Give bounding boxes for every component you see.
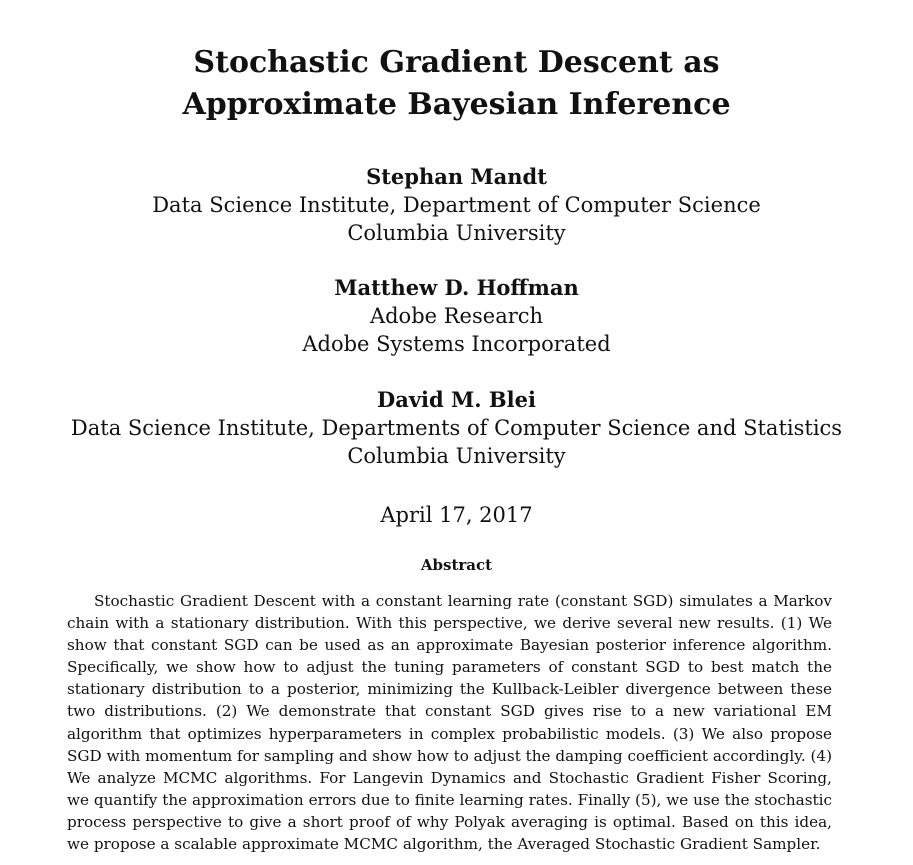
author-name: Matthew D. Hoffman (334, 275, 579, 300)
author-affiliation: Adobe Systems Incorporated (302, 332, 611, 356)
author-affiliation: Data Science Institute, Departments of Computer Science and Statistics (70, 416, 843, 440)
abstract-heading: Abstract (420, 556, 493, 574)
author-block (0, 386, 913, 470)
author-affiliation: Columbia University (347, 221, 566, 245)
abstract-text: Stochastic Gradient Descent with a constant learning rate (constant SGD) simulates a Markov chain with a stationary distribution. With this perspective, we derive several new results. (1) We show that constant SGD can be used as an approximate Bayesian posterior inference algorithm. Specifically, we show how to adjust the tuning parameters of constant SGD to best match the stationary distribution to a posterior, minimizing the Kullback-Leibler divergence between these two distributions. (2) We demonstrate that constant SGD gives rise to a new variational EM algorithm that optimizes hyperparameters in complex probabilistic models. (3) We also propose SGD with momentum for sampling and show how to adjust the damping coefficient accordingly. (4) We analyze MCMC algorithms. For Langevin Dynamics and Stochastic Gradient Fisher Scoring, we quantify the approximation errors due to finite learning rates. Finally (5), we use the stochastic process perspective to give a short proof of why Polyak averaging is optimal. Based on this idea, we propose a scalable approximate MCMC algorithm, the Averaged Stochastic Gradient Sampler. (67, 592, 832, 854)
publication-date: April 17, 2017 (380, 503, 533, 527)
author-affiliation: Columbia University (347, 444, 566, 468)
author-name: David M. Blei (377, 387, 536, 412)
author-name: Stephan Mandt (366, 164, 547, 189)
author-affiliation: Data Science Institute, Department of Computer Science (152, 193, 761, 217)
author-block (0, 274, 913, 358)
author-affiliation: Adobe Research (369, 304, 544, 328)
paper-title (0, 42, 913, 126)
author-block (0, 163, 913, 247)
title-line: Stochastic Gradient Descent as (193, 45, 720, 80)
title-line: Approximate Bayesian Inference (182, 87, 731, 122)
